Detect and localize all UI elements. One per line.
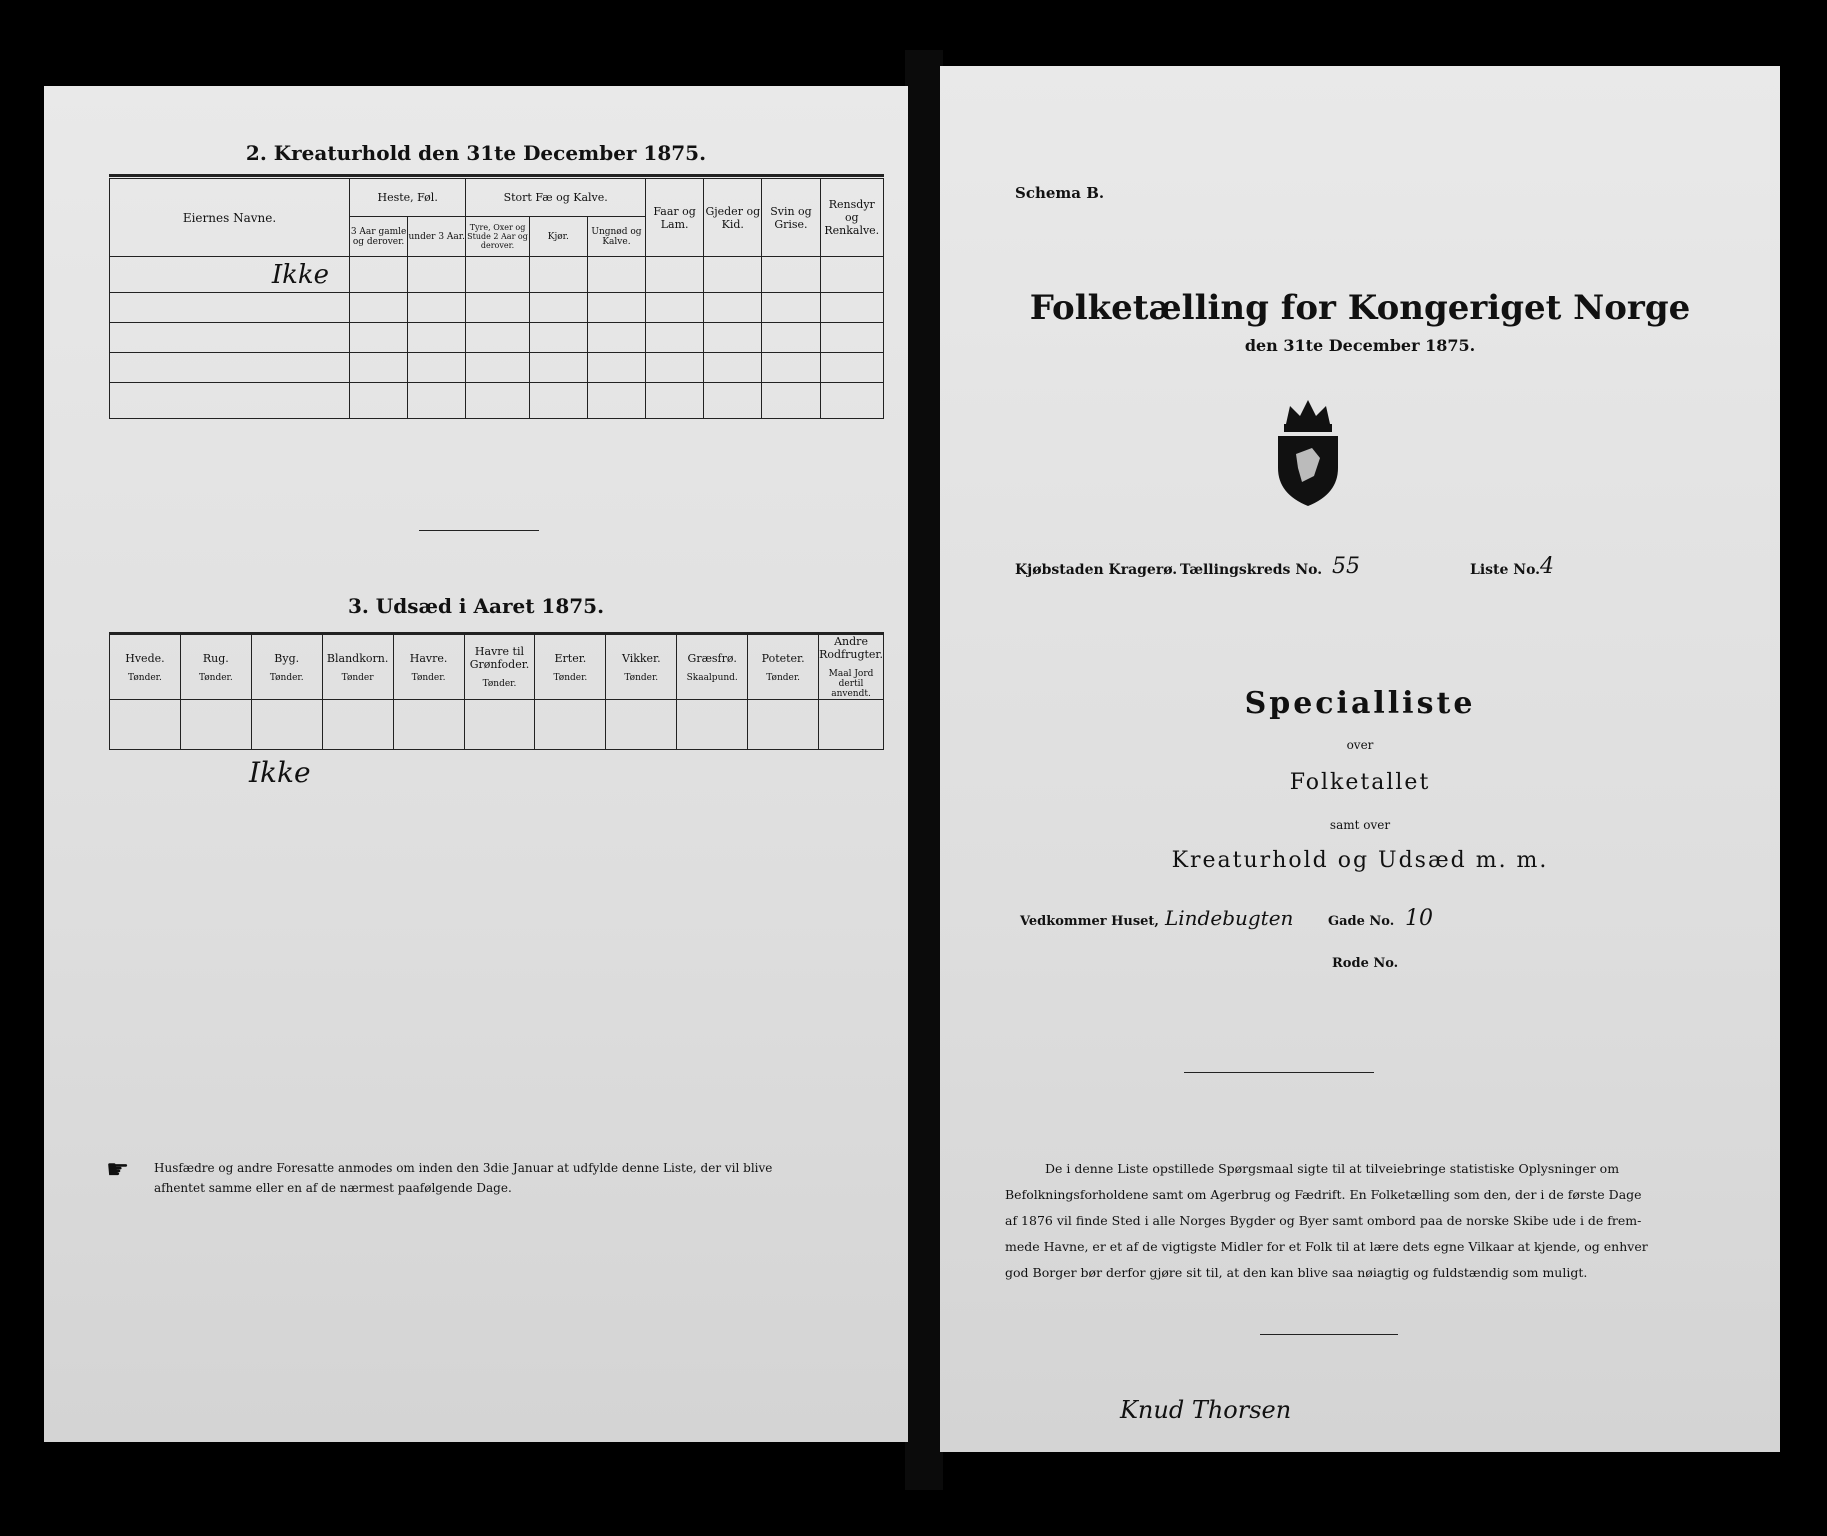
seed-col-unit: Tønder. (198, 672, 233, 683)
seed-col-header (464, 635, 535, 700)
seed-col-name: Hvede. (125, 651, 165, 665)
district-label: Tællingskreds No. (1180, 562, 1323, 578)
seed-col-name: Erter. (554, 651, 587, 665)
pigs-header: Svin og Grise. (762, 179, 820, 257)
horses-header: Heste, Føl. (349, 179, 465, 217)
seed-table (109, 634, 884, 750)
seed-col-header (251, 635, 322, 700)
pointing-hand-icon: ☛ (106, 1155, 130, 1185)
seed-col-header (819, 635, 884, 700)
paragraph-line-3: af 1876 vil finde Sted i alle Norges Bygder og Byer samt ombord paa de norske Skibe ude i de frem- (1005, 1213, 1642, 1228)
samt-over-label: samt over (1329, 818, 1391, 832)
seed-col-header (535, 635, 606, 700)
seed-col-unit: Tønder. (766, 672, 800, 683)
rule (1184, 1072, 1374, 1073)
seed-col-unit: Tønder. (553, 672, 588, 683)
seed-col-header (180, 635, 251, 700)
seed-col-header (322, 635, 393, 700)
seed-cell (819, 700, 884, 750)
seed-col-header (110, 635, 181, 700)
signature: Knud Thorsen (1120, 1396, 1292, 1424)
seed-cell (748, 700, 819, 750)
reindeer-header: Rensdyr og Renkalve. (820, 179, 883, 257)
owner-col-header: Eiernes Navne. (110, 179, 350, 257)
goats-header: Gjeder og Kid. (704, 179, 762, 257)
seed-col-name: Byg. (274, 651, 300, 665)
seed-cell (110, 700, 181, 750)
seed-cell (322, 700, 393, 750)
section3-title: 3. Udsæd i Aaret 1875. (347, 594, 605, 618)
over-label: over (1346, 738, 1374, 752)
list-label: Liste No. (1470, 562, 1541, 578)
gate-label: Gade No. (1328, 914, 1395, 929)
seed-col-unit: Tønder. (482, 679, 517, 689)
census-date: den 31te December 1875. (1244, 336, 1476, 355)
census-title: Folketælling for Kongeriget Norge (1029, 288, 1691, 328)
rode-label: Rode No. (1332, 956, 1399, 971)
specialliste-title: Specialliste (1244, 686, 1476, 721)
section2-title: 2. Kreaturhold den 31te December 1875. (245, 141, 707, 165)
livestock-table (109, 178, 884, 419)
seed-col-name: Havre. (409, 651, 448, 665)
house-label: Vedkommer Huset, (1020, 914, 1159, 929)
seed-col-name: Havre til Grønfoder. (469, 645, 530, 671)
schema-label: Schema B. (1015, 184, 1105, 202)
house-name: Lindebugten (1165, 906, 1294, 930)
seed-col-name: Blandkorn. (326, 651, 389, 665)
coat-of-arms-icon (1272, 396, 1344, 508)
seed-cell (180, 700, 251, 750)
seed-col-name: Poteter. (761, 651, 805, 665)
seed-cell (393, 700, 464, 750)
district-number: 55 (1332, 554, 1360, 579)
sheep-header: Faar og Lam. (646, 179, 704, 257)
seed-col-unit: Skaalpund. (686, 672, 738, 683)
seed-col-unit: Tønder. (128, 672, 162, 683)
cattle-header: Stort Fæ og Kalve. (466, 179, 646, 217)
paragraph-line-2: Befolkningsforholdene samt om Agerbrug og Fædrift. En Folketælling som den, der i de første Dage (1005, 1187, 1642, 1202)
seed-col-header (748, 635, 819, 700)
seed-col-unit: Tønder. (624, 672, 659, 683)
cattle-sub-3: Ungnød og Kalve. (587, 217, 645, 257)
left-page (44, 86, 908, 1442)
horses-sub-2: under 3 Aar. (408, 217, 466, 257)
paragraph-line-4: mede Havne, er et af de vigtigste Midler for et Folk til at lære dets egne Vilkaar at kjende, og enhver (1005, 1239, 1648, 1254)
notice-line-2: afhentet samme eller en af de nærmest paafølgende Dage. (154, 1181, 512, 1195)
seed-col-name: Rug. (202, 651, 229, 665)
instructions-paragraph (1005, 1156, 1745, 1286)
seed-cell (677, 700, 748, 750)
seed-cell (606, 700, 677, 750)
list-number: 4 (1540, 554, 1554, 579)
right-page (940, 66, 1780, 1452)
seed-col-header (606, 635, 677, 700)
seed-col-header (677, 635, 748, 700)
seed-cell (251, 700, 322, 750)
handwritten-seed: Ikke (249, 756, 311, 789)
seed-col-name: Vikker. (621, 651, 661, 665)
paragraph-line-5: god Borger bør derfor gjøre sit til, at den kan blive saa nøiagtig og fuldstændig som muligt. (1005, 1265, 1588, 1280)
notice-line-1: Husfædre og andre Foresatte anmodes om inden den 3die Januar at udfylde denne Liste, der vil blive (154, 1161, 773, 1175)
cattle-sub-2: Kjør. (529, 217, 587, 257)
seed-col-name: Græsfrø. (687, 651, 737, 665)
rule (419, 530, 539, 531)
book-binding (905, 50, 943, 1490)
folketallet-label: Folketallet (1289, 770, 1431, 795)
cattle-sub-1: Tyre, Oxer og Stude 2 Aar og derover. (466, 217, 529, 257)
rule (1260, 1334, 1398, 1335)
seed-col-unit: Tønder. (269, 672, 304, 683)
seed-col-header (393, 635, 464, 700)
handwritten-livestock: Ikke (271, 259, 329, 290)
place-label: Kjøbstaden Kragerø. (1015, 562, 1178, 578)
paragraph-line-1: De i denne Liste opstillede Spørgsmaal sigte til at tilveiebringe statistiske Oplysninger om (1045, 1161, 1620, 1176)
house-number: 10 (1405, 906, 1433, 931)
seed-col-name: Andre Rodfrugter. (819, 635, 883, 661)
seed-col-unit: Maal Jord dertil anvendt. (828, 669, 874, 699)
kreaturhold-label: Kreaturhold og Udsæd m. m. (1171, 848, 1549, 873)
notice (106, 1155, 884, 1195)
seed-cell (464, 700, 535, 750)
seed-col-unit: Tønder. (411, 672, 446, 683)
rule (109, 174, 884, 177)
seed-col-unit: Tønder (341, 672, 374, 683)
horses-sub-1: 3 Aar gamle og derover. (349, 217, 407, 257)
seed-cell (535, 700, 606, 750)
